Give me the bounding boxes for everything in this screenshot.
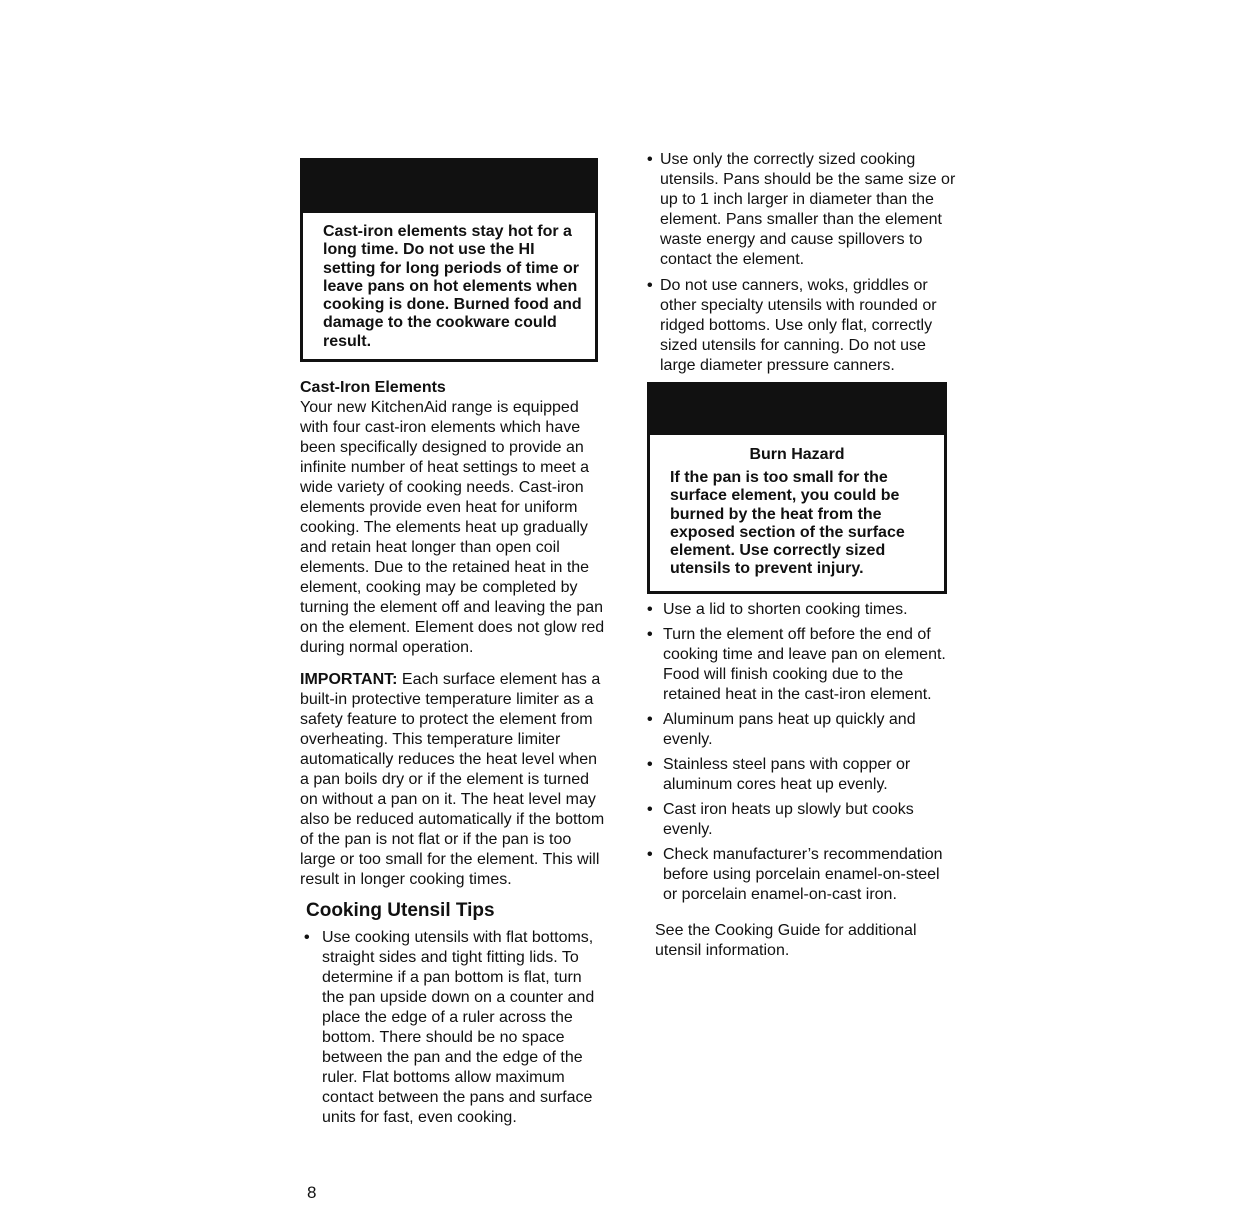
- list-item: [647, 276, 957, 376]
- burn-hazard-text: If the pan is too small for the surface element, you could be burned by the heat from the exposed section of the surface element. Use correctly sized utensils to prevent injury.: [670, 469, 905, 578]
- list-item: [647, 150, 957, 270]
- important-label: IMPORTANT:: [300, 671, 398, 688]
- cast-iron-heading: Cast-Iron Elements: [300, 379, 446, 396]
- list-item: [647, 710, 957, 750]
- bullet-text: Aluminum pans heat up quickly and evenly.: [663, 711, 916, 748]
- bullet-icon: •: [647, 601, 653, 618]
- see-also-note: See the Cooking Guide for additional utensil information.: [655, 922, 917, 959]
- list-item: [647, 755, 957, 795]
- bullet-icon: •: [647, 277, 653, 294]
- bullet-icon: •: [304, 929, 310, 946]
- list-item: [647, 600, 957, 620]
- right-column: [647, 150, 957, 961]
- bullet-icon: •: [647, 151, 653, 168]
- list-item: [304, 928, 605, 1128]
- cast-iron-paragraph: Your new KitchenAid range is equipped with four cast-iron elements which have been specifically designed to provide an infinite number of heat settings to meet a wide variety of cooking needs. Cast-iron elements provide even heat for uniform cooking. The elements heat up gradually and retain heat longer than open coil elements. Due to the retained heat in the element, cooking may be completed by turning the element off and leaving the pan on the element. Element does not glow red during normal operation.: [300, 399, 605, 656]
- left-bullet-list: [300, 928, 605, 1128]
- burn-hazard-warning-box: [647, 382, 947, 594]
- bullet-text: Use only the correctly sized cooking utensils. Pans should be the same size or up to 1 inch larger in diameter than the element. Pans smaller than the element waste energy and cause spillovers to contact the element.: [660, 151, 956, 268]
- list-item: [647, 625, 957, 705]
- bullet-text: Use a lid to shorten cooking times.: [663, 601, 908, 618]
- important-paragraph: [300, 670, 605, 890]
- bullet-text: Do not use canners, woks, griddles or other specialty utensils with rounded or ridged bottoms. Use only flat, correctly sized utensils for canning. Do not use large diameter pressure canners.: [660, 277, 937, 374]
- right-bottom-bullet-list: [647, 600, 957, 905]
- right-top-bullet-list: [647, 150, 957, 376]
- warning-header-band: [303, 161, 595, 213]
- list-item: [647, 800, 957, 840]
- bullet-text: Use cooking utensils with flat bottoms, straight sides and tight fitting lids. To determine if a pan bottom is flat, turn the pan upside down on a counter and place the edge of a ruler across the bottom. There should be no space between the pan and the edge of the ruler. Flat bottoms allow maximum contact between the pans and surface units for fast, even cooking.: [322, 929, 595, 1126]
- list-item: [647, 845, 957, 905]
- bullet-icon: •: [647, 801, 653, 818]
- utensil-tips-heading: Cooking Utensil Tips: [306, 900, 495, 921]
- cast-iron-warning-box: [300, 158, 598, 362]
- bullet-icon: •: [647, 756, 653, 773]
- bullet-text: Cast iron heats up slowly but cooks evenly.: [663, 801, 914, 838]
- warning-header-band: [650, 385, 944, 435]
- bullet-icon: •: [647, 711, 653, 728]
- cast-iron-warning-text: Cast-iron elements stay hot for a long time. Do not use the HI setting for long periods of time or leave pans on hot elements when cooking is done. Burned food and damage to the cookware could result.: [323, 223, 582, 350]
- burn-hazard-title: Burn Hazard: [749, 446, 845, 463]
- bullet-text: Check manufacturer’s recommendation before using porcelain enamel-on-steel or porcelain enamel-on-cast iron.: [663, 846, 943, 903]
- left-column: [300, 158, 605, 1128]
- bullet-icon: •: [647, 626, 653, 643]
- important-text: Each surface element has a built-in protective temperature limiter as a safety feature to protect the element from overheating. This temperature limiter automatically reduces the heat level when a pan boils dry or if the element is turned on without a pan on it. The heat level may also be reduced automatically if the bottom of the pan is not flat or if the pan is too large or too small for the element. This will result in longer cooking times.: [300, 671, 605, 888]
- bullet-text: Stainless steel pans with copper or aluminum cores heat up evenly.: [663, 756, 911, 793]
- page-number: 8: [307, 1183, 317, 1202]
- bullet-icon: •: [647, 846, 653, 863]
- bullet-text: Turn the element off before the end of cooking time and leave pan on element. Food will finish cooking due to the retained heat in the cast-iron element.: [663, 626, 946, 703]
